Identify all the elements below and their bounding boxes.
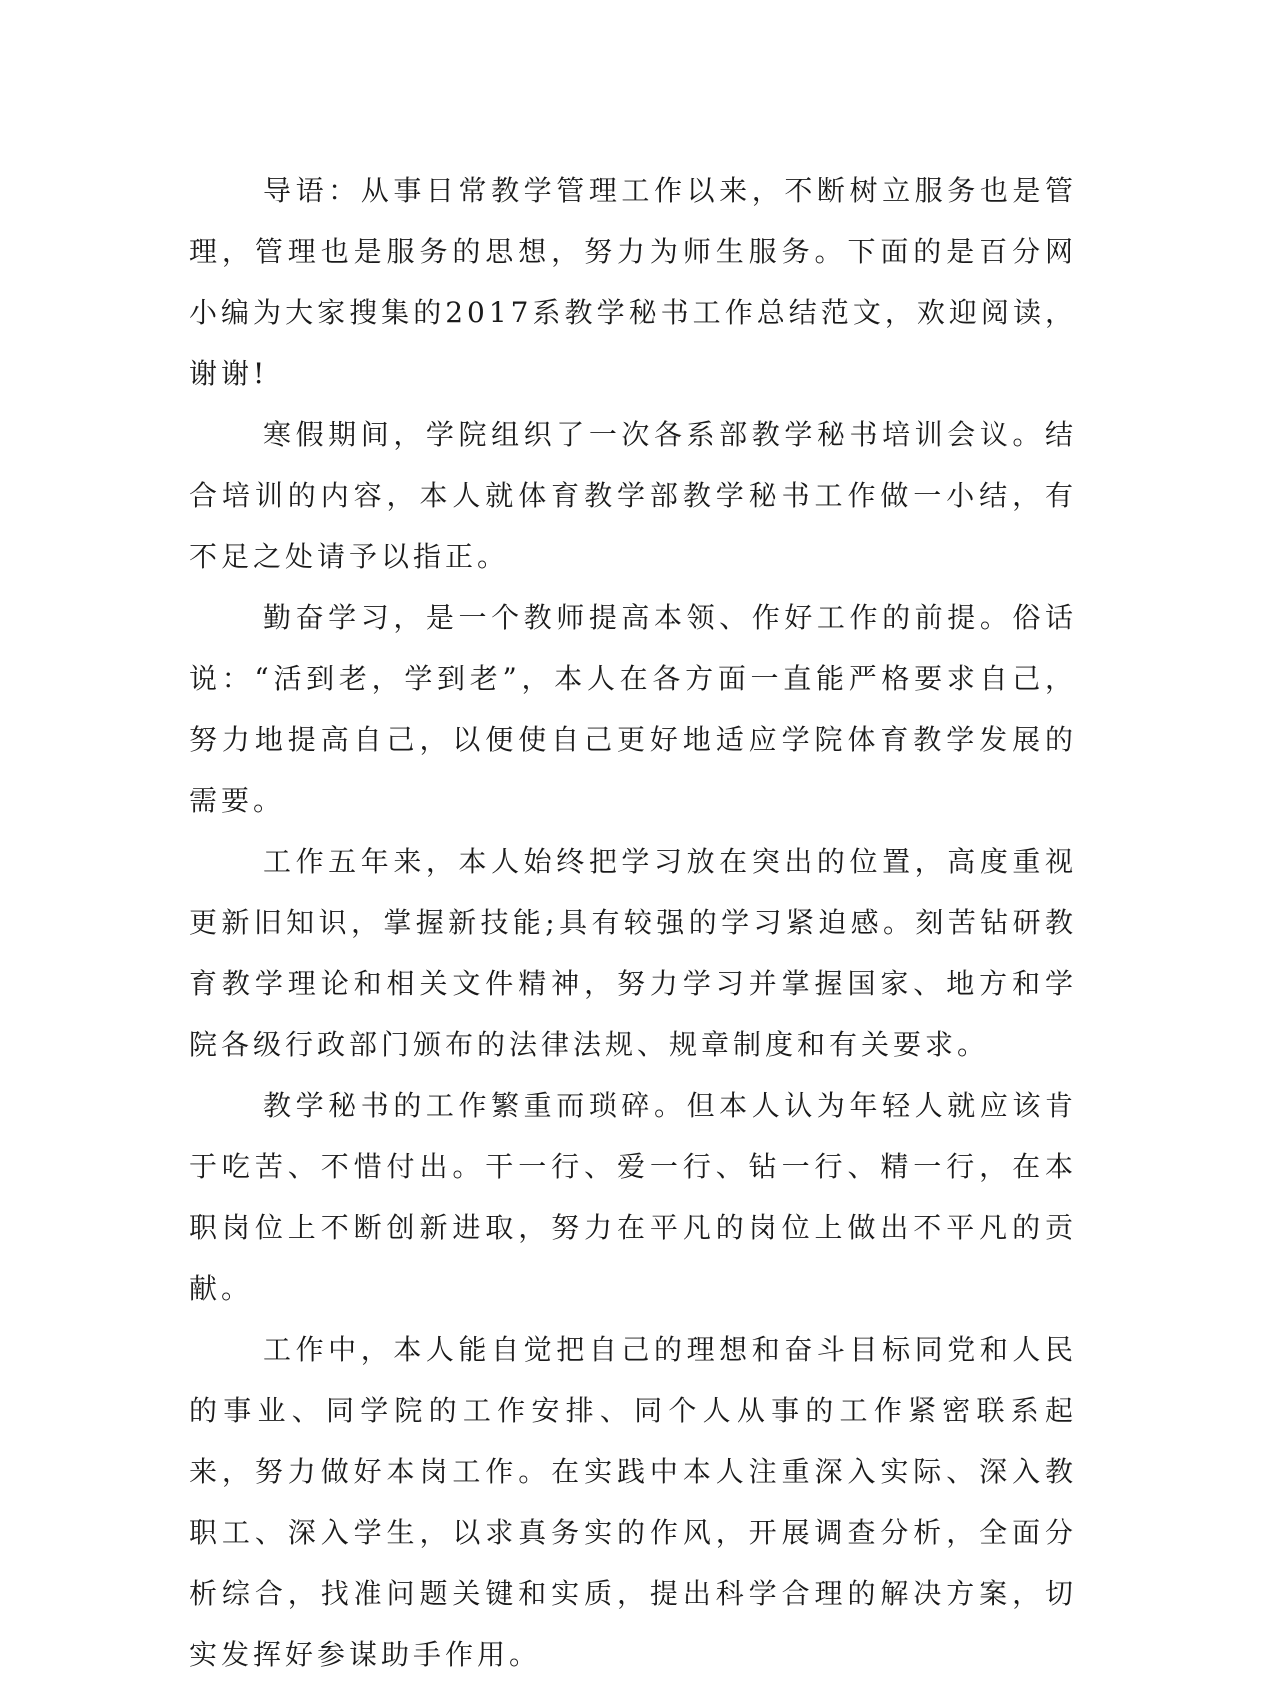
paragraph-study: 勤奋学习，是一个教师提高本领、作好工作的前提。俗话说：“活到老，学到老”，本人在各方面一直能严格要求自己，努力地提高自己，以便使自己更好地适应学院体育教学发展的需要。 <box>189 601 1077 817</box>
document-body <box>189 160 1077 1685</box>
paragraph-practice: 工作中，本人能自觉把自己的理想和奋斗目标同党和人民的事业、同学院的工作安排、同个人从事的工作紧密联系起来，努力做好本岗工作。在实践中本人注重深入实际、深入教职工、深入学生，以求真务实的作风，开展调查分析，全面分析综合，找准问题关键和实质，提出科学合理的解决方案，切实发挥好参谋助手作用。 <box>189 1333 1077 1671</box>
paragraph-five-years: 工作五年来，本人始终把学习放在突出的位置，高度重视更新旧知识，掌握新技能;具有较强的学习紧迫感。刻苦钻研教育教学理论和相关文件精神，努力学习并掌握国家、地方和学院各级行政部门颁布的法律法规、规章制度和有关要求。 <box>189 845 1077 1061</box>
paragraph-training: 寒假期间，学院组织了一次各系部教学秘书培训会议。结合培训的内容，本人就体育教学部教学秘书工作做一小结，有不足之处请予以指正。 <box>189 418 1077 573</box>
paragraph-secretary-work: 教学秘书的工作繁重而琐碎。但本人认为年轻人就应该肯于吃苦、不惜付出。干一行、爱一行、钻一行、精一行，在本职岗位上不断创新进取，努力在平凡的岗位上做出不平凡的贡献。 <box>189 1089 1077 1305</box>
paragraph-intro: 导语：从事日常教学管理工作以来，不断树立服务也是管理，管理也是服务的思想，努力为师生服务。下面的是百分网小编为大家搜集的2017系教学秘书工作总结范文，欢迎阅读，谢谢! <box>189 174 1077 390</box>
